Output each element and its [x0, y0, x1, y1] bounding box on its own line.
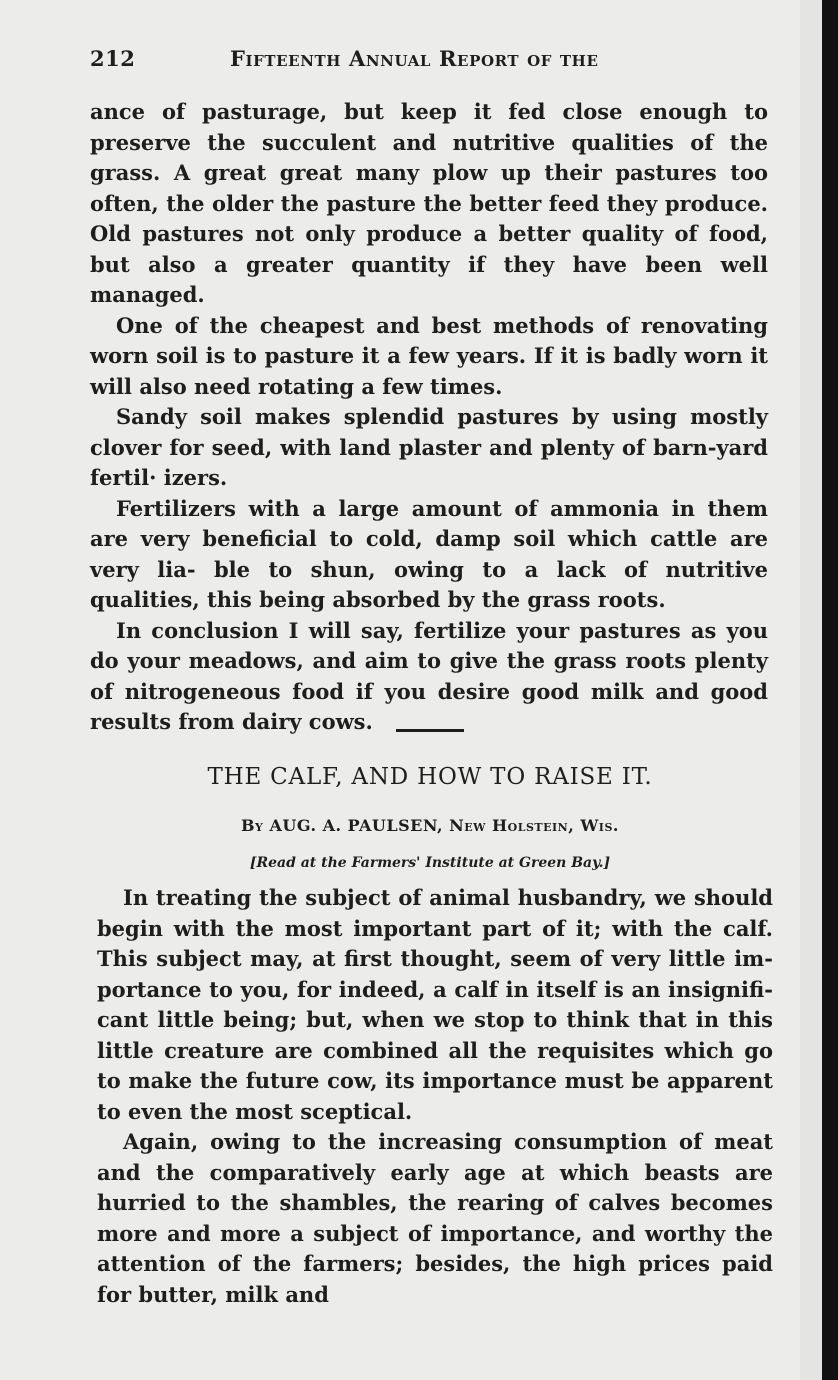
- binding-edge: [822, 0, 838, 1380]
- paragraph: Fertilizers with a large amount of ammonia in them are very beneficial to cold, damp soil which cattle are very lia- ble to shun, owing to a lack of nutritive qualities, this being absorbed by the grass roots.: [90, 495, 768, 612]
- running-header: [90, 46, 770, 76]
- article-byline: By AUG. A. PAULSEN, New Holstein, Wis.: [241, 816, 619, 835]
- previous-article-text: [90, 97, 768, 738]
- paragraph: One of the cheapest and best methods of renovating worn soil is to pasture it a few years. If it is badly worn it will also need rotating a few times.: [90, 312, 768, 399]
- paragraph: In treating the subject of animal husbandry, we should begin with the most important part of it; with the calf. This subject may, at first thought, seem of very little im- portance to you, for indeed, a calf in itself is an insignifi- cant little being; but, when we stop to think that in this little creature are combined all the requisites which go to make the future cow, its importance must be apparent to even the most sceptical.: [97, 885, 773, 1124]
- paragraph: In conclusion I will say, fertilize your pastures as you do your meadows, and aim to give the grass roots plenty of nitrogeneous food if you desire good milk and good results from dairy cows.: [90, 617, 768, 734]
- article-title: THE CALF, AND HOW TO RAISE IT.: [207, 764, 653, 790]
- page-number: 212: [90, 46, 136, 71]
- article-note: [Read at the Farmers' Institute at Green Bay.]: [249, 855, 611, 871]
- paragraph: ance of pasturage, but keep it fed close enough to preserve the succulent and nutritive qualities of the grass. A great great many plow up their pastures too often, the older the pasture the better feed they produce. Old pastures not only produce a better quality of food, but also a greater quantity if they have been well managed.: [90, 99, 768, 307]
- article-body: [97, 883, 773, 1310]
- paragraph: Again, owing to the increasing consumption of meat and the comparatively early age at which beasts are hurried to the shambles, the rearing of calves becomes more and more a subject of importance, and worthy the attention of the farmers; besides, the high prices paid for butter, milk and: [97, 1129, 773, 1307]
- paragraph: Sandy soil makes splendid pastures by using mostly clover for seed, with land plaster and plenty of barn-yard fertil· izers.: [90, 404, 768, 490]
- section-divider: [396, 729, 464, 732]
- running-title: Fifteenth Annual Report of the: [230, 46, 599, 71]
